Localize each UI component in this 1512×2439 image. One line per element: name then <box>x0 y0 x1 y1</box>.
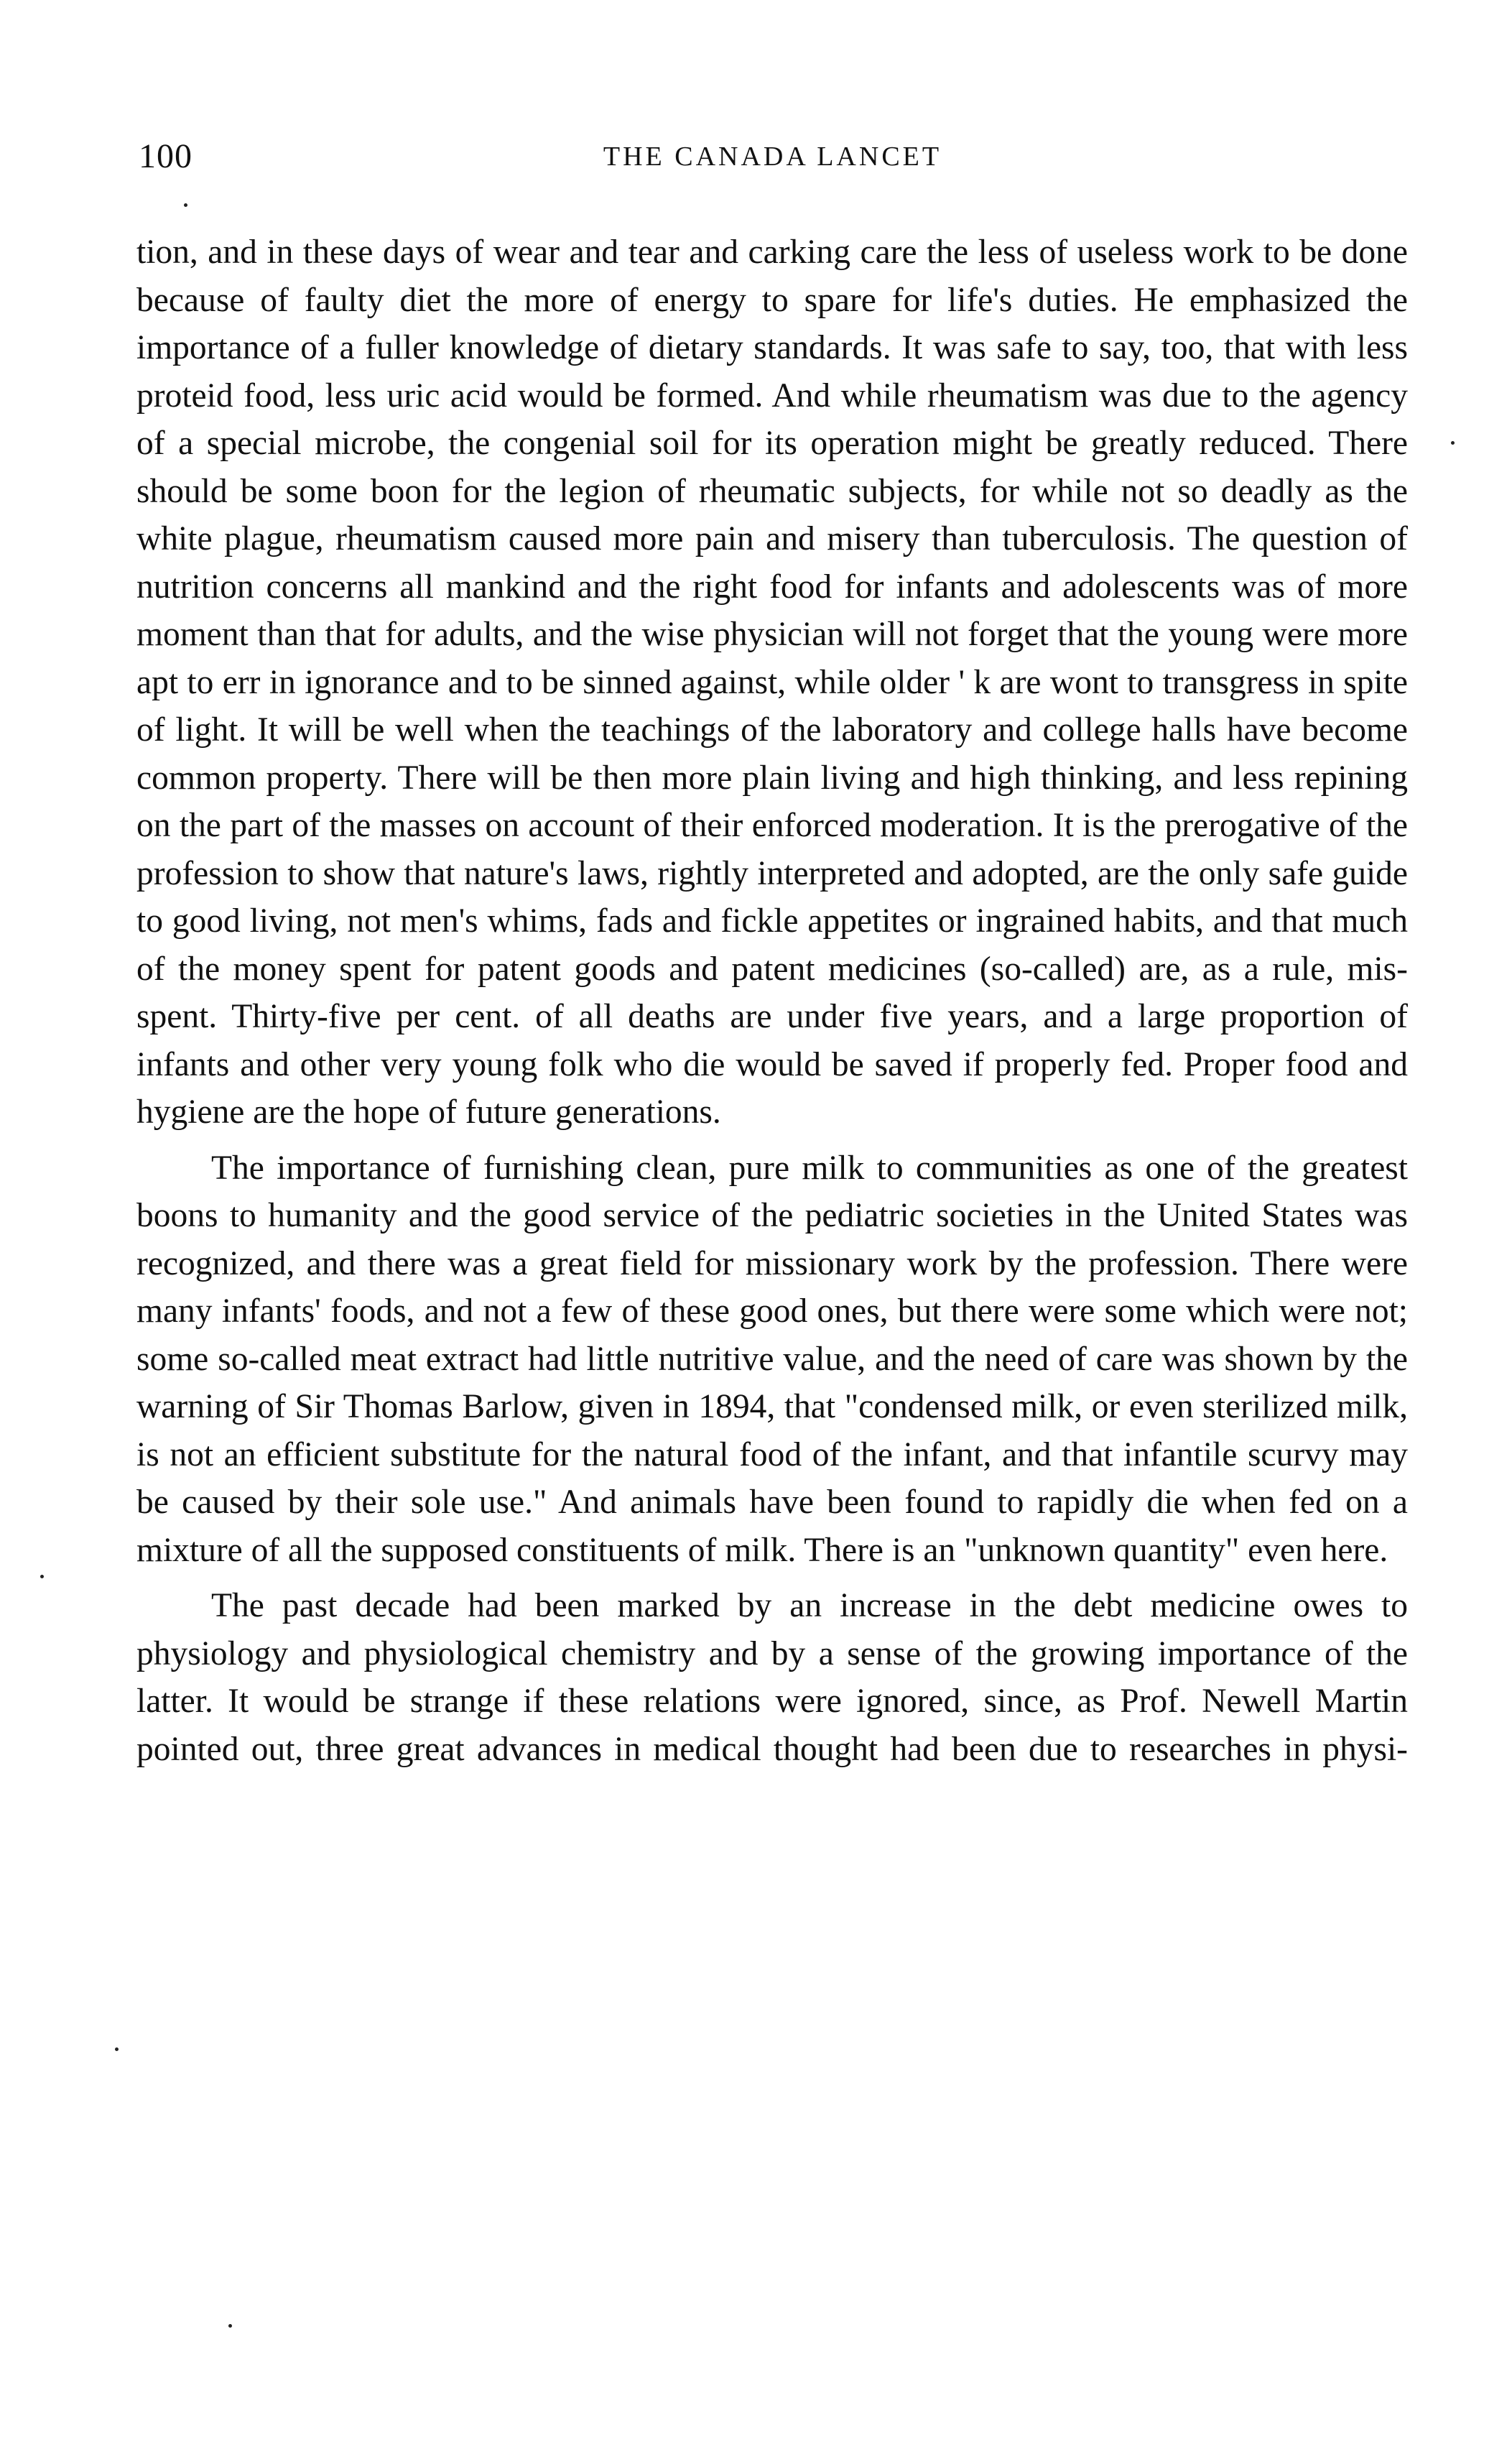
paragraph-physiology: The past decade had been marked by an increase in the debt medicine owes to physiology and physiological chemistry and by a sense of the growing importance of the latter. It would be strange if these relations were ignored, since, as Prof. Newell Martin pointed out, three great advances in medical thought had been due to researches in physi- <box>136 1587 1408 1768</box>
print-speck <box>1451 441 1455 445</box>
print-speck <box>115 2047 119 2051</box>
page-header <box>139 136 1406 187</box>
paragraph-milk: The importance of furnishing clean, pure milk to communities as one of the greatest boons to humanity and the good service of the pediatric societies in the United States was recognized, and there was a great field for missionary work by the profession. There were many infants' foods, and not a few of these good ones, but there were some which were not; some so-called meat extract had little nutritive value, and the need of care was shown by the warning of Sir Thomas Barlow, given in 1894, that "condensed milk, or even sterilized milk, is not an efficient substitute for the natural food of the infant, and that infantile scurvy may be caused by their sole use." And animals have been found to rapidly die when fed on a mixture of all the supposed constituents of milk. There is an "unknown quantity" even here. <box>136 1149 1408 1569</box>
paragraph-nutrition: tion, and in these days of wear and tear and carking care the less of useless work to be done because of faulty diet the more of energy to spare for life's duties. He emphasized the importance of a fuller knowledge of dietary standards. It was safe to say, too, that with less proteid food, less uric acid would be formed. And while rheumatism was due to the agency of a special microbe, the congenial soil for its operation might be greatly reduced. There should be some boon for the legion of rheumatic subjects, for while not so deadly as the white plague, rheumatism caused more pain and misery than tuberculosis. The question of nutrition concerns all mankind and the right food for infants and adolescents was of more moment than that for adults, and the wise physician will not forget that the young were more apt to err in ignorance and to be sinned against, while older ' k are wont to transgress in spite of light. It will be well when the teachings of the laboratory and college halls have become common property. There will be then more plain living and high thinking, and less repining on the part of the masses on account of their enforced moderation. It is the prerogative of the profession to show that nature's laws, rightly interpreted and adopted, are the only safe guide to good living, not men's whims, fads and fickle appetites or ingrained habits, and that much of the money spent for patent goods and patent medicines (so-called) are, as a rule, mis-spent. Thirty-five per cent. of all deaths are under five years, and a large proportion of infants and other very young folk who die would be saved if properly fed. Proper food and hygiene are the hope of future generations. <box>136 233 1408 1131</box>
article-body <box>136 228 1408 1781</box>
running-head: THE CANADA LANCET <box>603 142 942 172</box>
page-number: 100 <box>139 137 193 175</box>
print-speck <box>40 1575 44 1578</box>
print-speck <box>228 2324 232 2328</box>
print-speck <box>184 203 187 207</box>
